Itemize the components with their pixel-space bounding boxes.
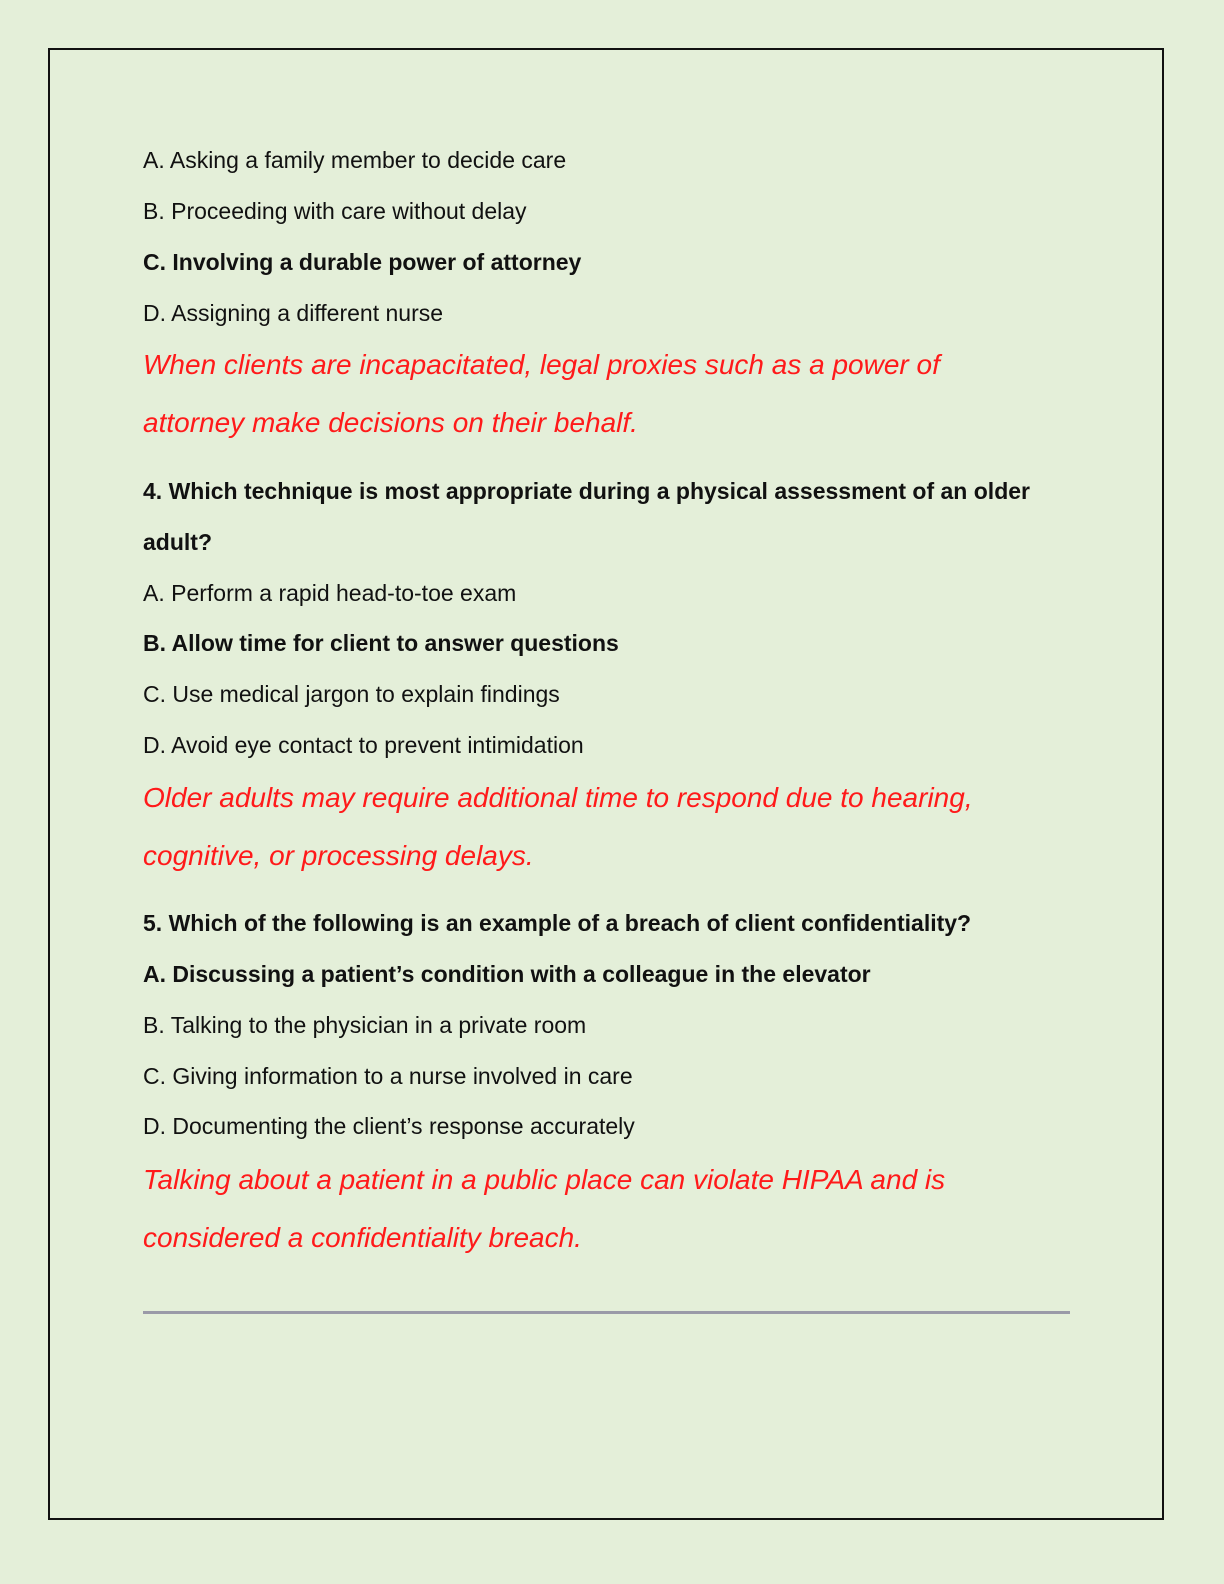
q4-option-d: D. Avoid eye contact to prevent intimidation [143, 732, 584, 758]
q3-option-c-correct: C. Involving a durable power of attorney [143, 249, 582, 275]
q4-option-c: C. Use medical jargon to explain findings [143, 681, 560, 707]
horizontal-divider [143, 1311, 1070, 1314]
q4-question-line-1: 4. Which technique is most appropriate during a physical assessment of an older [143, 478, 1030, 504]
q3-option-b: B. Proceeding with care without delay [143, 198, 527, 224]
q5-question: 5. Which of the following is an example of a breach of client confidentiality? [143, 910, 972, 936]
q5-option-b: B. Talking to the physician in a private room [143, 1012, 587, 1038]
q3-option-d: D. Assigning a different nurse [143, 300, 444, 326]
q4-option-b-correct: B. Allow time for client to answer questions [143, 630, 619, 656]
q4-rationale-line-2: cognitive, or processing delays. [143, 840, 534, 871]
q3-rationale-line-2: attorney make decisions on their behalf. [143, 407, 638, 438]
q5-option-a-correct: A. Discussing a patient’s condition with a colleague in the elevator [143, 961, 871, 987]
q5-rationale-line-1: Talking about a patient in a public place can violate HIPAA and is [143, 1164, 946, 1195]
q4-option-a: A. Perform a rapid head-to-toe exam [143, 580, 517, 606]
q4-question-line-2: adult? [143, 529, 212, 555]
q5-rationale-line-2: considered a confidentiality breach. [143, 1222, 582, 1253]
q3-option-a: A. Asking a family member to decide care [143, 147, 567, 173]
q5-option-c: C. Giving information to a nurse involved in care [143, 1063, 633, 1089]
q4-rationale-line-1: Older adults may require additional time to respond due to hearing, [143, 782, 973, 813]
q3-rationale-line-1: When clients are incapacitated, legal proxies such as a power of [143, 349, 940, 380]
q5-option-d: D. Documenting the client’s response accurately [143, 1113, 635, 1139]
